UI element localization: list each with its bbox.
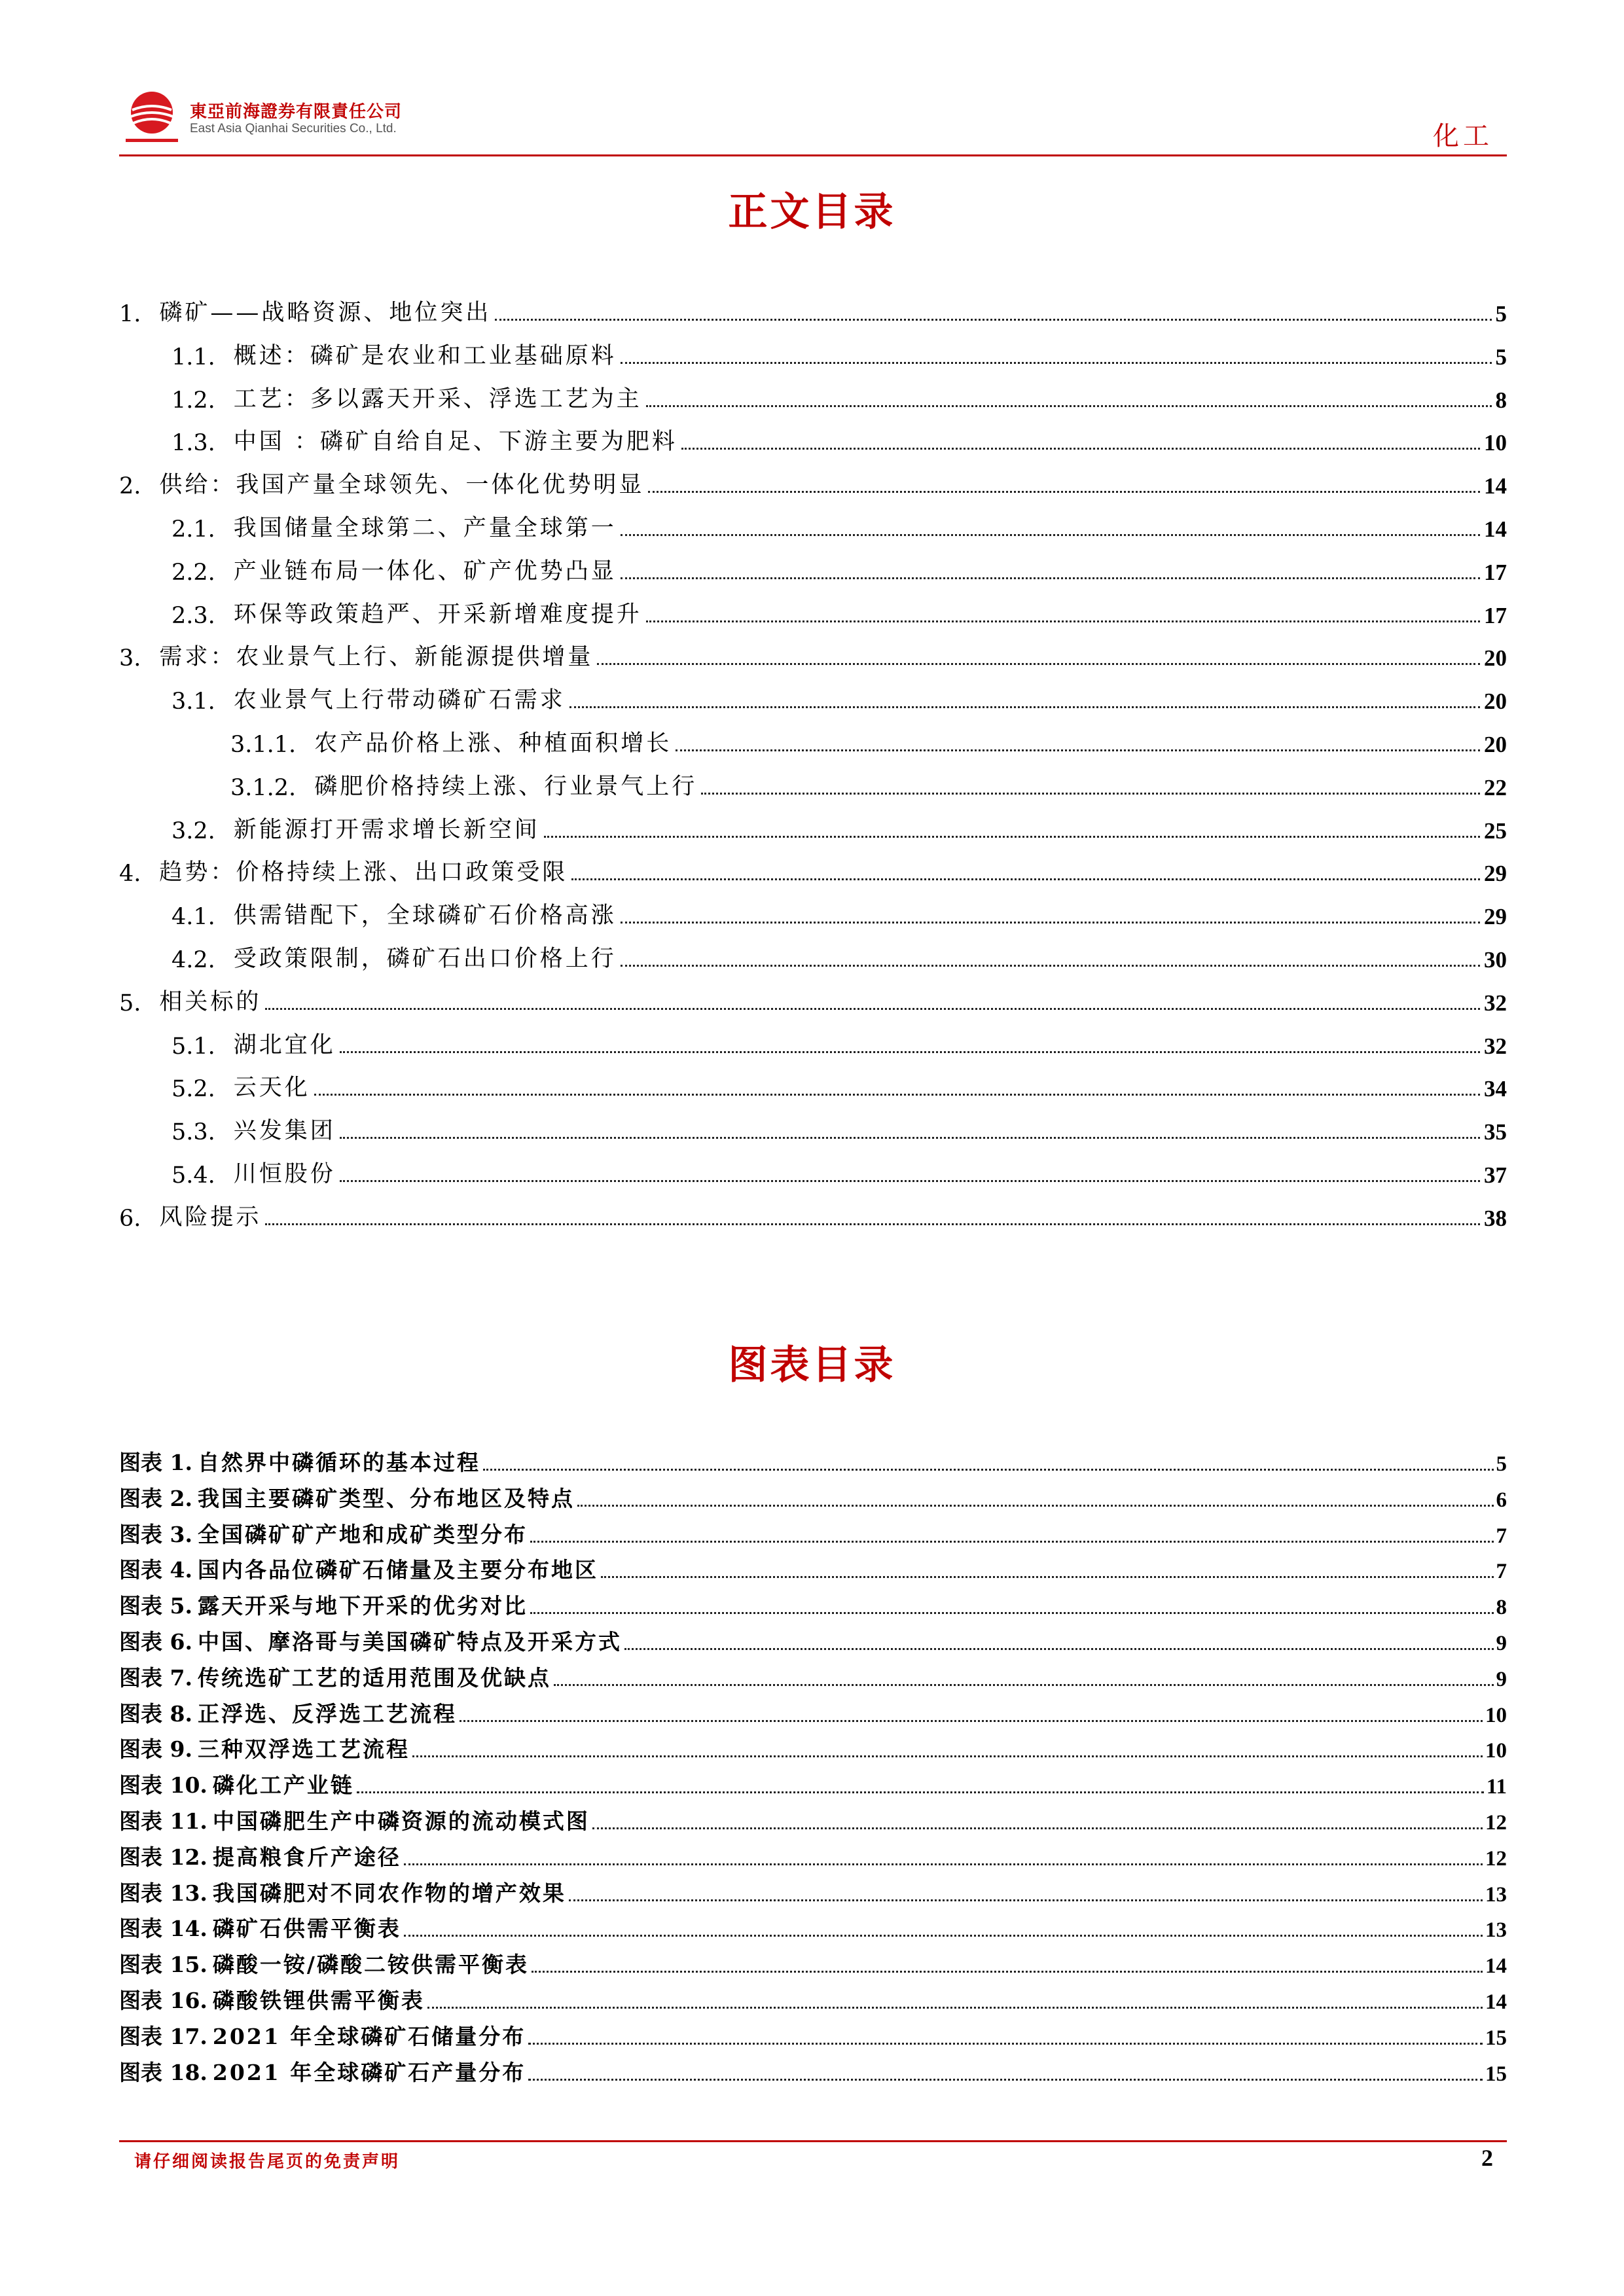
toc-entry-title: 川恒股份 [233, 1161, 336, 1187]
page-header [0, 0, 1624, 157]
dot-leader [357, 1791, 1484, 1793]
toc-entry-page: 20 [1484, 689, 1507, 714]
toc-entry[interactable] [171, 1156, 1507, 1189]
toc-entry-title: 受政策限制，磷矿石出口价格上行 [233, 946, 617, 972]
figure-entry-title: 三种双浮选工艺流程 [197, 1736, 410, 1762]
figure-entry-label: 图表 12. [119, 1844, 208, 1870]
dot-leader [681, 448, 1480, 450]
figure-entry-label: 图表 4. [119, 1557, 192, 1583]
toc-entry[interactable] [171, 596, 1507, 629]
dot-leader [597, 663, 1480, 665]
toc-entry-title: 供给：我国产量全球领先、一体化优势明显 [159, 472, 645, 498]
dot-leader [554, 1684, 1494, 1686]
figure-entry[interactable] [119, 1805, 1507, 1835]
figure-entry-page: 5 [1496, 1452, 1507, 1476]
toc-entry-number: 1.2. [171, 387, 215, 414]
footer-divider [119, 2140, 1507, 2142]
toc-entry-page: 22 [1484, 775, 1507, 800]
toc-entry-number: 2. [119, 473, 141, 499]
toc-entry-number: 5.3. [171, 1119, 215, 1145]
toc-entry[interactable] [230, 725, 1507, 758]
dot-leader [592, 1827, 1483, 1829]
figure-entry-page: 13 [1485, 1883, 1507, 1907]
figure-entry-label: 图表 7. [119, 1665, 192, 1691]
toc-entry-page: 20 [1484, 645, 1507, 671]
toc-entry-title: 农产品价格上涨、种植面积增长 [314, 730, 672, 757]
toc-entry[interactable] [171, 510, 1507, 543]
dot-leader [569, 706, 1480, 708]
dot-leader [460, 1720, 1483, 1722]
figures-title: 图表目录 [728, 1342, 896, 1388]
figure-entry-title: 中国磷肥生产中磷资源的流动模式图 [212, 1808, 590, 1834]
toc-entry-page: 10 [1484, 430, 1507, 456]
dot-leader [621, 534, 1480, 536]
figure-entry-title: 全国磷矿矿产地和成矿类型分布 [197, 1522, 528, 1547]
figure-entry-label: 图表 10. [119, 1772, 208, 1798]
dot-leader [569, 1899, 1483, 1901]
dot-leader [624, 1648, 1494, 1650]
toc-entry-number: 3.1.1. [230, 732, 297, 758]
toc-entry[interactable] [171, 1027, 1507, 1060]
figure-entry-page: 15 [1485, 2062, 1507, 2086]
figure-entry-page: 13 [1485, 1918, 1507, 1942]
toc-entry-title: 新能源打开需求增长新空间 [233, 817, 540, 843]
figure-entry-title: 2021 年全球磷矿石储量分布 [212, 2024, 526, 2049]
figure-entry-label: 图表 5. [119, 1593, 192, 1619]
dot-leader [404, 1863, 1483, 1865]
toc-entry-number: 5. [119, 990, 141, 1016]
figure-entry[interactable] [119, 1662, 1507, 1692]
dot-leader [532, 1971, 1483, 1973]
figure-entry[interactable] [119, 1841, 1507, 1871]
dot-leader [404, 1935, 1483, 1937]
figure-entry[interactable] [119, 1482, 1507, 1513]
figure-entry[interactable] [119, 1912, 1507, 1943]
figure-entry-title: 磷酸铁锂供需平衡表 [212, 1988, 425, 2013]
toc-entry[interactable] [119, 854, 1507, 887]
dot-leader [265, 1008, 1480, 1010]
toc-entry[interactable] [171, 1069, 1507, 1102]
toc-entry-page: 5 [1495, 301, 1507, 327]
toc-entry-page: 32 [1484, 990, 1507, 1016]
toc-entry-title: 趋势：价格持续上涨、出口政策受限 [159, 859, 568, 886]
figure-entry-page: 10 [1485, 1739, 1507, 1763]
toc-entry-title: 磷肥价格持续上涨、行业景气上行 [314, 774, 698, 800]
figure-entry-title: 磷化工产业链 [212, 1772, 354, 1798]
figure-entry[interactable] [119, 2056, 1507, 2087]
toc-title: 正文目录 [728, 189, 896, 235]
toc-entry-page: 34 [1484, 1076, 1507, 1102]
figure-entry-page: 8 [1496, 1596, 1507, 1619]
figure-entry-page: 12 [1485, 1847, 1507, 1871]
toc-entry-page: 35 [1484, 1119, 1507, 1145]
figure-entry[interactable] [119, 1518, 1507, 1549]
dot-leader [571, 878, 1480, 880]
figure-entry[interactable] [119, 1446, 1507, 1477]
toc-entry-number: 6. [119, 1206, 141, 1232]
toc-entry-title: 产业链布局一体化、矿产优势凸显 [233, 558, 617, 584]
figure-entry[interactable] [119, 1877, 1507, 1907]
figure-entry-title: 露天开采与地下开采的优劣对比 [197, 1593, 528, 1619]
toc-entry[interactable] [171, 1113, 1507, 1145]
dot-leader [621, 965, 1480, 967]
toc-entry-title: 农业景气上行带动磷矿石需求 [233, 687, 566, 713]
dot-leader [530, 1612, 1494, 1614]
figure-entry-page: 14 [1485, 1990, 1507, 2014]
figure-entry[interactable] [119, 1948, 1507, 1979]
figure-entry-title: 磷酸一铵/磷酸二铵供需平衡表 [212, 1952, 529, 1977]
toc-entry[interactable] [230, 768, 1507, 801]
toc-entry[interactable] [171, 897, 1507, 930]
toc-entry[interactable] [171, 682, 1507, 715]
dot-leader [648, 491, 1480, 493]
toc-entry-title: 相关标的 [159, 989, 262, 1015]
figure-entry-label: 图表 11. [119, 1808, 208, 1834]
disclaimer-text: 请仔细阅读报告尾页的免责声明 [134, 2152, 401, 2172]
toc-entry-number: 2.2. [171, 560, 215, 586]
dot-leader [646, 620, 1480, 622]
figure-entry-title: 2021 年全球磷矿石产量分布 [212, 2060, 526, 2085]
toc-entry-page: 14 [1484, 516, 1507, 542]
toc-entry-page: 29 [1484, 861, 1507, 886]
figure-entry-page: 10 [1485, 1704, 1507, 1727]
toc-entry-number: 4. [119, 861, 141, 887]
dot-leader [427, 2007, 1483, 2009]
dot-leader [528, 2079, 1483, 2081]
page-number: 2 [1481, 2145, 1493, 2171]
toc-entry-title: 概述：磷矿是农业和工业基础原料 [233, 343, 617, 369]
toc-entry[interactable] [171, 941, 1507, 973]
figure-entry-page: 9 [1496, 1632, 1507, 1655]
dot-leader [621, 362, 1492, 364]
toc-entry-title: 磷矿——战略资源、地位突出 [159, 300, 492, 326]
figure-entry-title: 我国主要磷矿类型、分布地区及特点 [197, 1486, 575, 1511]
figure-entry-label: 图表 16. [119, 1988, 208, 2013]
dot-leader [483, 1469, 1494, 1471]
industry-label: 化工 [1433, 121, 1493, 151]
toc-entry[interactable] [171, 553, 1507, 586]
toc-entry-title: 风险提示 [159, 1204, 262, 1230]
toc-entry-page: 37 [1484, 1162, 1507, 1188]
dot-leader [528, 2043, 1483, 2045]
toc-entry-title: 工艺：多以露天开采、浮选工艺为主 [233, 386, 642, 412]
toc-entry-number: 3.2. [171, 818, 215, 844]
figure-entry-page: 12 [1485, 1811, 1507, 1835]
toc-entry-title: 中国 ：磷矿自给自足、下游主要为肥料 [233, 429, 677, 455]
toc-entry-number: 3.1.2. [230, 775, 297, 801]
toc-entry[interactable] [171, 812, 1507, 844]
toc-entry-number: 4.1. [171, 904, 215, 930]
toc-entry-title: 需求：农业景气上行、新能源提供增量 [159, 644, 594, 670]
toc-entry-number: 3.1. [171, 689, 215, 715]
figure-entry-title: 我国磷肥对不同农作物的增产效果 [212, 1880, 566, 1906]
toc-entry-number: 1. [119, 301, 141, 327]
toc-entry-page: 17 [1484, 603, 1507, 628]
toc-entry-title: 供需错配下，全球磷矿石价格高涨 [233, 903, 617, 929]
figure-entry-page: 9 [1496, 1668, 1507, 1691]
figure-entry[interactable] [119, 1554, 1507, 1584]
toc-entry-page: 38 [1484, 1206, 1507, 1231]
figure-entry-title: 提高粮食斤产途径 [212, 1844, 401, 1870]
dot-leader [676, 749, 1480, 751]
figure-entry-label: 图表 6. [119, 1629, 192, 1655]
dot-leader [577, 1505, 1494, 1507]
toc-entry-number: 2.3. [171, 603, 215, 629]
figure-entry-page: 7 [1496, 1524, 1507, 1548]
toc-entry[interactable] [119, 639, 1507, 672]
figure-entry[interactable] [119, 1769, 1507, 1799]
figure-entry-label: 图表 8. [119, 1701, 192, 1727]
figure-entry-label: 图表 2. [119, 1486, 192, 1511]
toc-entry-number: 4.2. [171, 947, 215, 973]
figure-entry-title: 国内各品位磷矿石储量及主要分布地区 [197, 1557, 598, 1583]
toc-entry-number: 2.1. [171, 516, 215, 543]
toc-entry-page: 32 [1484, 1033, 1507, 1059]
figure-entry-label: 图表 15. [119, 1952, 208, 1977]
figure-entry-page: 7 [1496, 1560, 1507, 1583]
toc-entry-title: 云天化 [233, 1075, 310, 1101]
toc-entry-title: 环保等政策趋严、开采新增难度提升 [233, 601, 642, 628]
figure-entry-page: 6 [1496, 1488, 1507, 1512]
dot-leader [340, 1137, 1480, 1139]
figure-entry[interactable] [119, 1698, 1507, 1728]
figure-entry-title: 自然界中磷循环的基本过程 [197, 1450, 480, 1475]
figure-entry-page: 15 [1485, 2026, 1507, 2050]
figure-entry-title: 正浮选、反浮选工艺流程 [197, 1701, 457, 1727]
toc-entry-title: 我国储量全球第二、产量全球第一 [233, 515, 617, 541]
toc-entry-title: 兴发集团 [233, 1118, 336, 1144]
toc-entry-number: 5.4. [171, 1162, 215, 1189]
toc-entry-number: 5.1. [171, 1033, 215, 1060]
toc-entry[interactable] [119, 467, 1507, 499]
toc-entry-page: 25 [1484, 818, 1507, 844]
toc-entry-page: 5 [1495, 344, 1507, 370]
toc-entry-page: 17 [1484, 560, 1507, 585]
toc-entry-page: 29 [1484, 904, 1507, 929]
company-name-en: East Asia Qianhai Securities Co., Ltd. [190, 122, 397, 135]
figure-entry[interactable] [119, 1626, 1507, 1656]
figure-entry-label: 图表 14. [119, 1916, 208, 1941]
header-divider [119, 154, 1507, 156]
figure-entry-title: 磷矿石供需平衡表 [212, 1916, 401, 1941]
toc-entry-page: 20 [1484, 732, 1507, 757]
dot-leader [265, 1223, 1480, 1225]
toc-entry-number: 3. [119, 645, 141, 672]
figure-entry[interactable] [119, 2020, 1507, 2051]
figure-entry-label: 图表 18. [119, 2060, 208, 2085]
company-name-cn: 東亞前海證券有限責任公司 [190, 102, 403, 122]
company-logo-icon [119, 84, 185, 149]
dot-leader [601, 1576, 1494, 1578]
figure-entry-label: 图表 9. [119, 1736, 192, 1762]
dot-leader [621, 577, 1480, 579]
figure-entry-title: 传统选矿工艺的适用范围及优缺点 [197, 1665, 551, 1691]
figure-entry[interactable] [119, 1590, 1507, 1620]
toc-entry-page: 30 [1484, 947, 1507, 973]
figure-entry-label: 图表 13. [119, 1880, 208, 1906]
dot-leader [701, 793, 1480, 795]
figure-entry-label: 图表 17. [119, 2024, 208, 2049]
toc-entry-page: 8 [1495, 387, 1507, 413]
dot-leader [412, 1755, 1483, 1757]
dot-leader [530, 1541, 1494, 1543]
toc-entry-page: 14 [1484, 473, 1507, 499]
figure-entry-page: 14 [1485, 1954, 1507, 1978]
figure-entry-label: 图表 1. [119, 1450, 192, 1475]
figure-entry[interactable] [119, 1984, 1507, 2015]
toc-entry[interactable] [171, 423, 1507, 456]
toc-entry-number: 1.1. [171, 344, 215, 370]
toc-entry-number: 5.2. [171, 1076, 215, 1102]
figure-entry-title: 中国、摩洛哥与美国磷矿特点及开采方式 [197, 1629, 622, 1655]
dot-leader [646, 405, 1492, 407]
dot-leader [340, 1180, 1480, 1182]
figure-entry[interactable] [119, 1733, 1507, 1763]
toc-entry-number: 1.3. [171, 430, 215, 456]
dot-leader [314, 1094, 1480, 1096]
toc-entry-title: 湖北宜化 [233, 1032, 336, 1058]
figure-entry-page: 11 [1486, 1775, 1507, 1799]
toc-entry[interactable] [119, 984, 1507, 1016]
figure-entry-label: 图表 3. [119, 1522, 192, 1547]
dot-leader [621, 922, 1480, 924]
toc-entry[interactable] [171, 338, 1507, 370]
dot-leader [544, 836, 1480, 838]
toc-entry[interactable] [171, 381, 1507, 414]
toc-entry[interactable] [119, 295, 1507, 327]
dot-leader [495, 319, 1491, 321]
dot-leader [340, 1051, 1480, 1053]
toc-entry[interactable] [119, 1199, 1507, 1232]
